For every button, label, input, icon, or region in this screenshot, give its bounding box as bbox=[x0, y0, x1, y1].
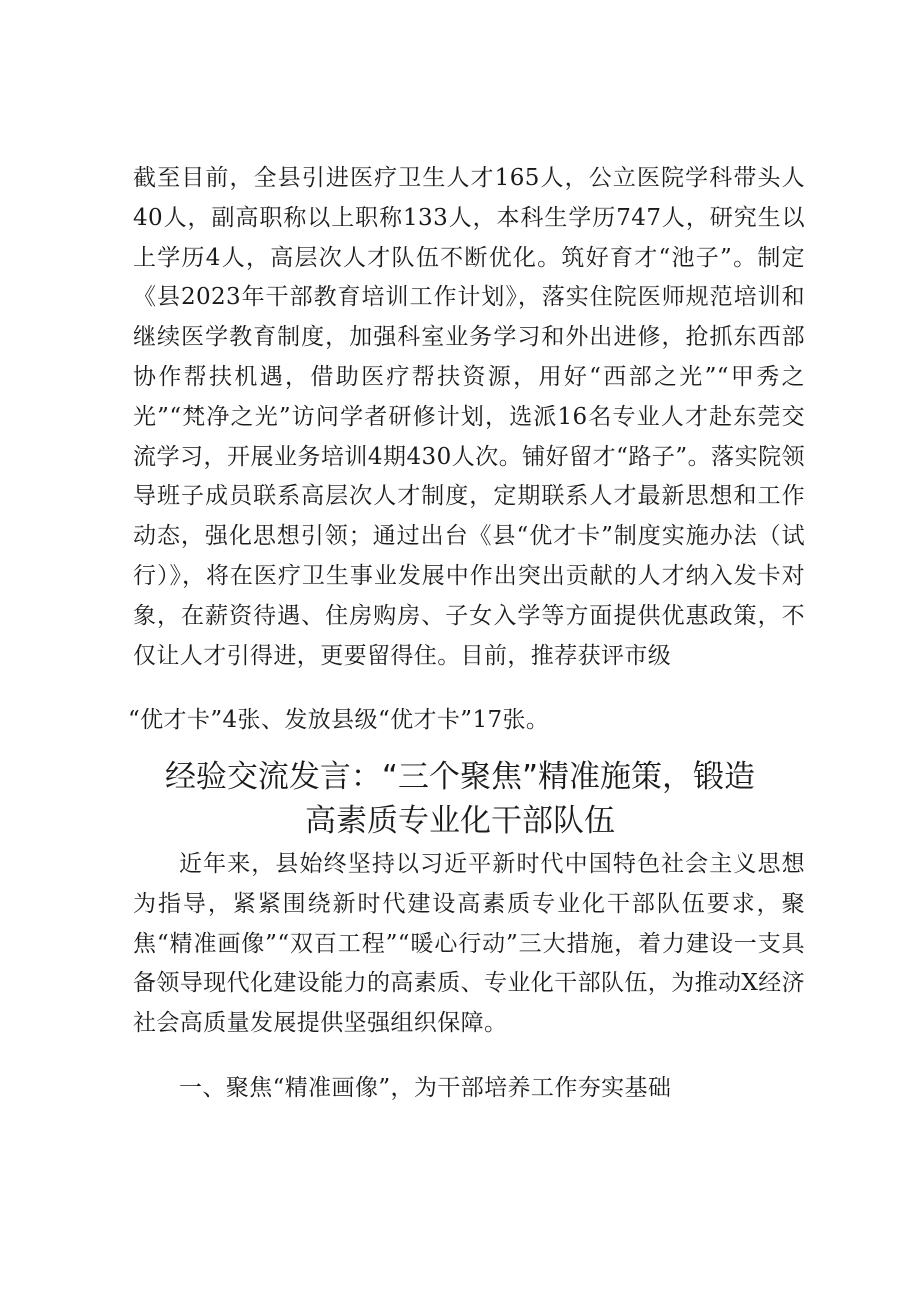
intro-paragraph: 近年来，县始终坚持以习近平新时代中国特色社会主义思想为指导，紧紧围绕新时代建设高素质专业化干部队伍要求，聚焦“精准画像”“双百工程”“暖心行动”三大措施，着力建设一支具备领导现代化建设能力的高素质、专业化干部队伍，为推动X经济社会高质量发展提供坚强组织保障。 bbox=[133, 851, 805, 1037]
article-title-line-1: 经验交流发言：“三个聚焦”精准施策，锻造 bbox=[164, 759, 756, 795]
section-heading-1: 一、聚焦“精准画像”，为干部培养工作夯实基础 bbox=[179, 1075, 672, 1101]
article-title-line-2: 高素质专业化干部队伍 bbox=[305, 803, 615, 839]
article-title bbox=[120, 755, 800, 843]
body-paragraph-talent-card-tail: “优才卡”4张、发放县级“优才卡”17张。 bbox=[128, 707, 550, 733]
body-paragraph-talent-work: 截至目前，全县引进医疗卫生人才165人，公立医院学科带头人40人，副高职称以上职称133人，本科生学历747人，研究生以上学历4人，高层次人才队伍不断优化。筑好育才“池子”。制定《县2023年干部教育培训工作计划》，落实住院医师规范培训和继续医学教育制度，加强科室业务学习和外出进修，抢抓东西部协作帮扶机遇，借助医疗帮扶资源，用好“西部之光”“甲秀之光”“梵净之光”访问学者研修计划，选派16名专业人才赴东莞交流学习，开展业务培训4期430人次。铺好留才“路子”。落实院领导班子成员联系高层次人才制度，定期联系人才最新思想和工作动态，强化思想引领；通过出台《县“优才卡”制度实施办法（试行）》，将在医疗卫生事业发展中作出突出贡献的人才纳入发卡对象，在薪资待遇、住房购房、子女入学等方面提供优惠政策，不仅让人才引得进，更要留得住。目前，推荐获评市级 bbox=[133, 165, 805, 669]
